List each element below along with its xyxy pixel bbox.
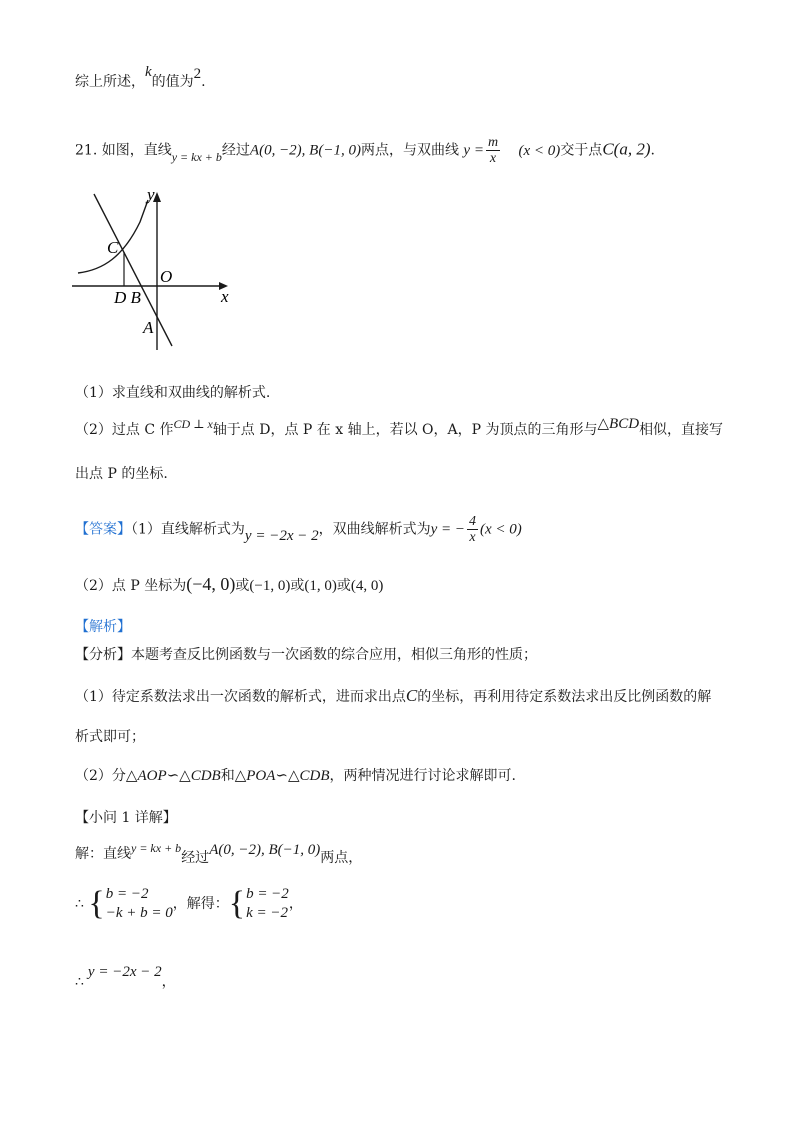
analysis-s2tri2: △POA∽△CDB <box>234 768 330 784</box>
hyperbola-curve <box>78 200 148 273</box>
q21-hyp-cond: (x < 0) <box>518 142 561 159</box>
analysis-s1b: 的坐标，再利用待定系数法求出反比例函数的解 <box>417 689 712 705</box>
label-a: A <box>143 318 154 337</box>
coordinate-figure <box>68 182 248 352</box>
analysis-step1-line2: 析式即可； <box>75 729 145 745</box>
detail-final-eq: y = −2x − 2 <box>87 964 162 980</box>
answer-line-1 <box>75 514 522 545</box>
question-21 <box>75 135 655 166</box>
detail-sol-pts: A(0, −2), B(−1, 0) <box>209 842 321 858</box>
system1-eq-b: −k + b = 0 <box>105 905 173 921</box>
q21-line-eq: y = kx + b <box>171 149 222 164</box>
analysis-s2and: 和 <box>220 768 235 784</box>
q21-hyp-lhs: y = <box>463 142 484 159</box>
system1-eq-a: b = −2 <box>105 886 149 902</box>
summary-end: . <box>201 74 206 90</box>
detail-sol-c: 两点， <box>320 850 363 866</box>
answer-line-2 <box>75 574 383 596</box>
answer-p1b: ，双曲线解析式为 <box>318 521 431 538</box>
q21-hyp-fraction <box>486 135 500 166</box>
q21-hyp-den: x <box>489 151 497 166</box>
answer-eq2-fraction <box>467 514 478 545</box>
q21-two: 两点，与双曲线 <box>360 142 459 159</box>
detail-sol-b: 经过 <box>181 850 210 866</box>
label-y: y <box>147 185 155 204</box>
summary-val: 2 <box>193 66 202 82</box>
detail-solution <box>75 841 363 866</box>
analysis-tag: 【解析】 <box>75 619 131 635</box>
detail-solve: ，解得： <box>172 896 229 912</box>
answer-p1a: （1）直线解析式为 <box>131 521 245 538</box>
system1-brace: { <box>88 885 105 922</box>
answer-pt1: (−4, 0) <box>186 574 236 594</box>
q21-passes: 经过 <box>221 142 250 159</box>
q21-points: A(0, −2), B(−1, 0) <box>249 142 361 159</box>
label-x: x <box>221 287 229 306</box>
answer-pt3: (1, 0) <box>304 578 337 594</box>
answer-pt2: (−1, 0) <box>249 578 291 594</box>
part2-cd: CD ⊥ x <box>173 417 213 431</box>
q21-number: 21. 如图，直线 <box>75 142 172 159</box>
therefore-symbol: ∴ <box>75 896 84 912</box>
analysis-s2tri1: △AOP∽△CDB <box>125 768 221 784</box>
detail-system <box>75 884 303 924</box>
detail-comma: ， <box>288 896 303 912</box>
system1 <box>106 885 173 923</box>
part2-end: 相似，直接写 <box>639 422 724 438</box>
label-db: D B <box>114 288 141 307</box>
answer-tag: 【答案】 <box>75 521 131 538</box>
answer-pt4: (4, 0) <box>350 578 384 594</box>
q21-hyp-num: m <box>487 135 499 150</box>
therefore-symbol-2: ∴ <box>75 974 84 990</box>
analysis-fenxi: 【分析】本题考查反比例函数与一次函数的综合应用，相似三角形的性质； <box>75 647 537 663</box>
q21-end: . <box>650 142 655 159</box>
label-c: C <box>107 238 119 257</box>
q21-meet: 交于点 <box>560 142 603 159</box>
analysis-s1a: （1）待定系数法求出一次函数的解析式，进而求出点 <box>75 689 406 705</box>
analysis-s2a: （2）分 <box>75 768 126 784</box>
analysis-s2b: ，两种情况进行讨论求解即可. <box>329 768 516 784</box>
analysis-step2 <box>75 766 516 786</box>
part-2 <box>75 416 724 440</box>
part-1: （1）求直线和双曲线的解析式. <box>75 385 271 401</box>
answer-eq2-lhs: y = − <box>430 521 466 538</box>
part2-triangle: △BCD <box>597 416 640 432</box>
detail-final-end: ， <box>161 974 176 990</box>
system2-eq-b: k = −2 <box>246 905 288 921</box>
summary-mid: 的值为 <box>151 74 194 90</box>
answer-or-2: 或 <box>290 578 305 594</box>
label-o: O <box>160 267 173 286</box>
q21-c-point: C(a, 2) <box>602 139 651 159</box>
system2-brace: { <box>228 885 246 922</box>
answer-or-1: 或 <box>235 578 250 594</box>
detail-sol-eq: y = kx + b <box>131 841 182 855</box>
detail-final <box>75 962 176 990</box>
analysis-s1c: C <box>405 686 418 705</box>
answer-eq1: y = −2x − 2 <box>244 527 319 544</box>
part-2-line2: 出点 P 的坐标. <box>75 466 168 482</box>
system2-eq-a: b = −2 <box>246 886 289 902</box>
summary-k: k <box>145 64 152 80</box>
detail-sol-a: 解：直线 <box>75 846 131 862</box>
summary-pre: 综上所述， <box>75 74 145 90</box>
analysis-step1 <box>75 686 711 707</box>
answer-eq2-cond: (x < 0) <box>480 521 522 538</box>
detail-tag: 【小问 1 详解】 <box>75 810 177 826</box>
system2 <box>246 885 289 923</box>
part2-mid: 轴于点 D，点 P 在 x 轴上，若以 O，A，P 为顶点的三角形与 <box>212 422 598 438</box>
answer-eq2-den: x <box>469 530 476 545</box>
answer-p2a: （2）点 P 坐标为 <box>75 578 187 594</box>
answer-eq2-num: 4 <box>469 514 477 529</box>
answer-or-3: 或 <box>336 578 351 594</box>
summary-line <box>75 64 206 92</box>
part2-pre: （2）过点 C 作 <box>75 422 174 438</box>
